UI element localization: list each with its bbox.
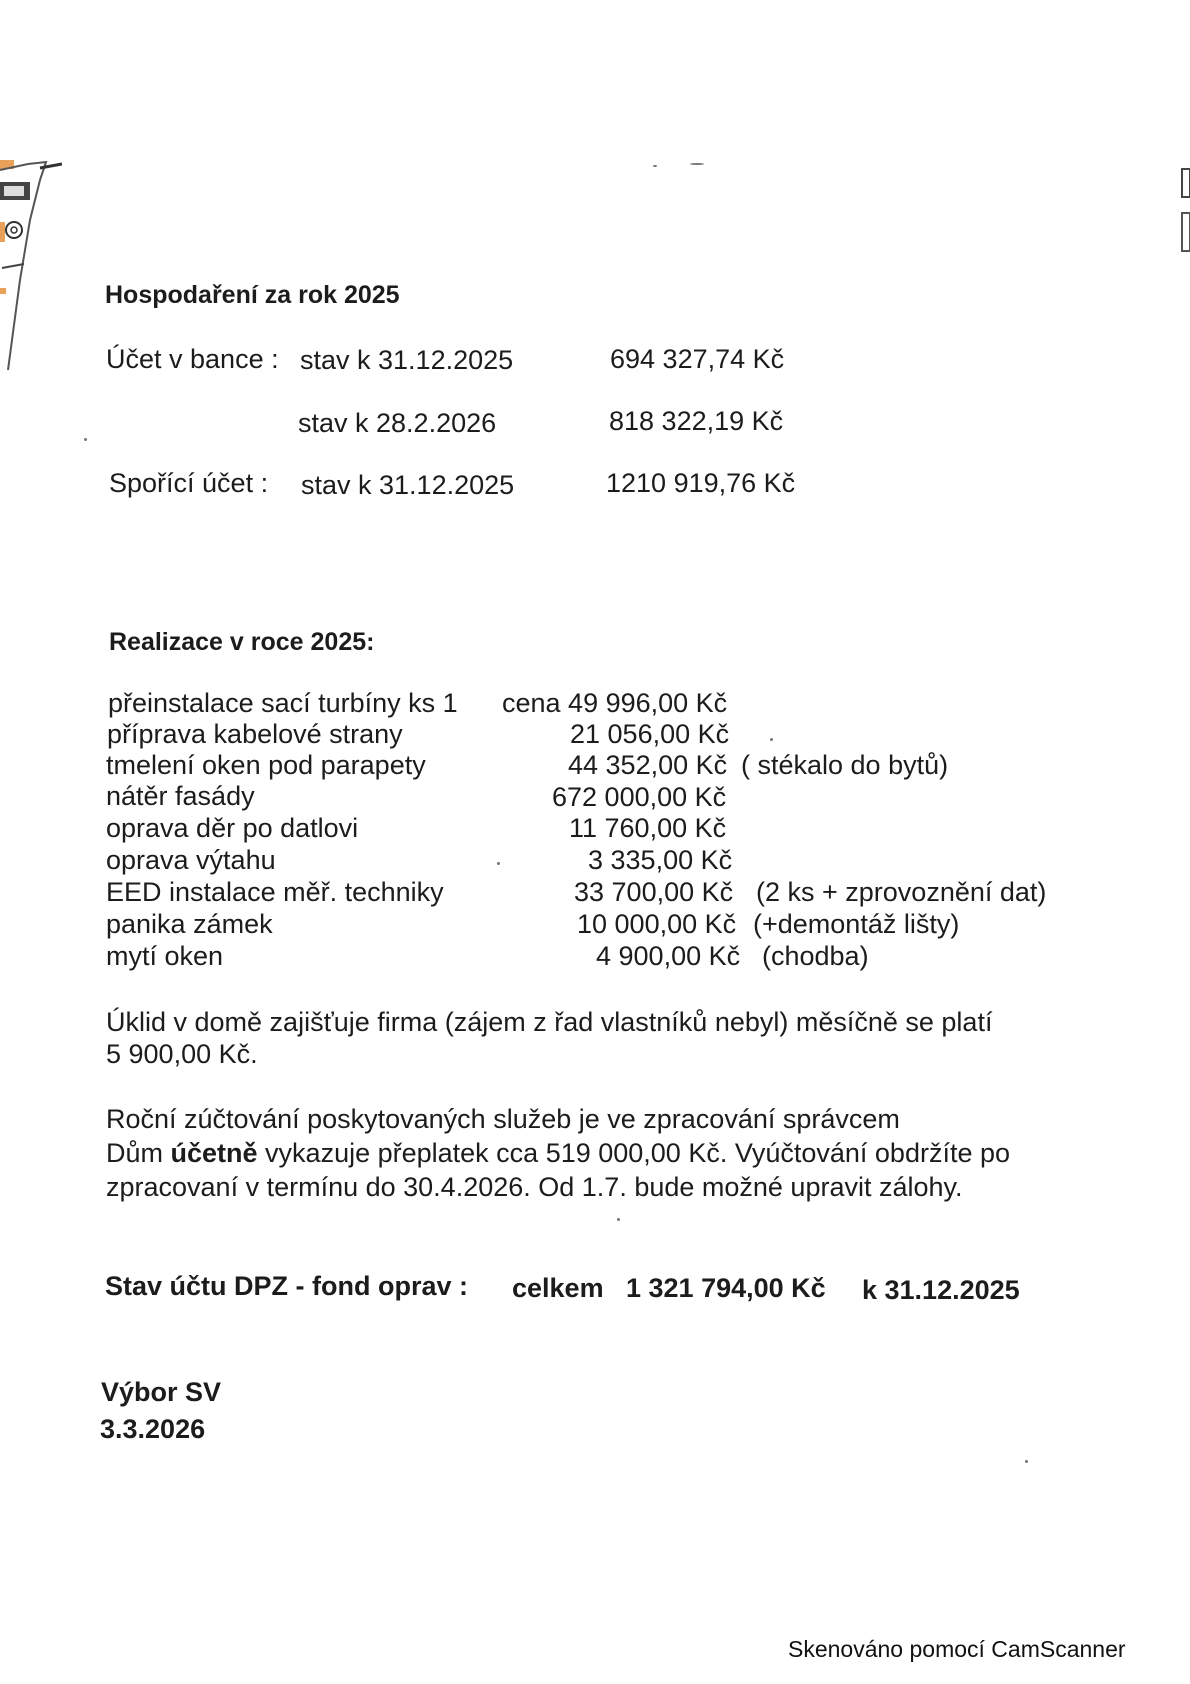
realization-item-amount: 10 000,00 Kč <box>577 909 737 939</box>
fund-label: Stav účtu DPZ - fond oprav : <box>105 1271 469 1301</box>
realization-item-name: tmelení oken pod parapety <box>106 750 426 780</box>
realization-item-amount: 21 056,00 Kč <box>570 719 730 749</box>
realization-item-name: příprava kabelové strany <box>107 719 403 749</box>
realization-item-name: přeinstalace sací turbíny ks 1 <box>108 688 458 718</box>
settlement-text-bold: účetně <box>170 1138 258 1168</box>
scan-speck <box>617 1218 620 1221</box>
scan-edge-artifact-right <box>1180 165 1190 255</box>
savings-account-state: stav k 31.12.2025 <box>301 470 515 500</box>
realization-item-note: (+demontáž lišty) <box>753 909 960 939</box>
settlement-text-after: vykazuje přeplatek cca 519 000,00 Kč. Vyúčtování obdržíte po <box>257 1138 1011 1168</box>
scan-speck <box>653 165 657 167</box>
realization-item-name: oprava děr po datlovi <box>106 813 359 843</box>
fund-total-label: celkem <box>512 1273 604 1303</box>
realization-item-amount: 11 760,00 Kč <box>569 813 727 843</box>
realization-item-note: (chodba) <box>762 941 869 971</box>
realization-item-amount: 3 335,00 Kč <box>588 845 733 875</box>
scan-speck <box>1025 1460 1028 1463</box>
realization-item-note: (2 ks + zprovoznění dat) <box>756 877 1047 907</box>
scan-speck <box>770 738 773 741</box>
bank-account-label: Účet v bance : <box>106 344 279 374</box>
realization-item-amount: 44 352,00 Kč <box>568 750 728 780</box>
scan-edge-artifact-left <box>0 160 62 370</box>
settlement-text-line-3: zpracovaní v termínu do 30.4.2026. Od 1.7. bude možné upravit zálohy. <box>106 1172 963 1202</box>
bank-account-amount-2: 818 322,19 Kč <box>609 406 784 436</box>
realization-item-name: oprava výtahu <box>106 845 276 875</box>
realization-item-amount: cena 49 996,00 Kč <box>502 688 728 718</box>
realization-item-amount: 4 900,00 Kč <box>596 941 741 971</box>
settlement-text-line-1: Roční zúčtování poskytovaných služeb je ve zpracování správcem <box>106 1104 900 1134</box>
realization-item-name: EED instalace měř. techniky <box>106 877 444 907</box>
cleaning-text-line-2: 5 900,00 Kč. <box>106 1039 258 1069</box>
realization-item-name: panika zámek <box>106 909 273 939</box>
scanner-watermark: Skenováno pomocí CamScanner <box>788 1636 1126 1662</box>
fund-total-amount: 1 321 794,00 Kč <box>626 1273 826 1303</box>
page-heading: Hospodaření za rok 2025 <box>105 281 400 309</box>
signature-date: 3.3.2026 <box>100 1414 206 1444</box>
realization-heading: Realizace v roce 2025: <box>109 628 375 656</box>
bank-account-amount-1: 694 327,74 Kč <box>610 344 785 374</box>
cleaning-text-line-1: Úklid v domě zajišťuje firma (zájem z řad vlastníků nebyl) měsíčně se platí <box>106 1007 993 1037</box>
bank-account-state-1: stav k 31.12.2025 <box>300 345 514 375</box>
scan-speck <box>84 438 87 441</box>
realization-item-amount: 672 000,00 Kč <box>552 782 727 812</box>
settlement-text-before: Dům <box>106 1138 171 1168</box>
savings-account-amount: 1210 919,76 Kč <box>606 468 796 498</box>
settlement-text-line-2 <box>106 1140 1010 1167</box>
fund-date: k 31.12.2025 <box>862 1275 1020 1305</box>
realization-item-name: mytí oken <box>106 941 224 971</box>
signature-committee: Výbor SV <box>101 1377 222 1407</box>
realization-item-amount: 33 700,00 Kč <box>574 877 734 907</box>
savings-account-label: Spořící účet : <box>109 468 269 498</box>
scan-speck <box>497 862 500 865</box>
scan-speck <box>690 163 704 165</box>
bank-account-state-2: stav k 28.2.2026 <box>298 408 497 438</box>
realization-item-note: ( stékalo do bytů) <box>741 750 949 780</box>
realization-item-name: nátěr fasády <box>106 781 255 811</box>
